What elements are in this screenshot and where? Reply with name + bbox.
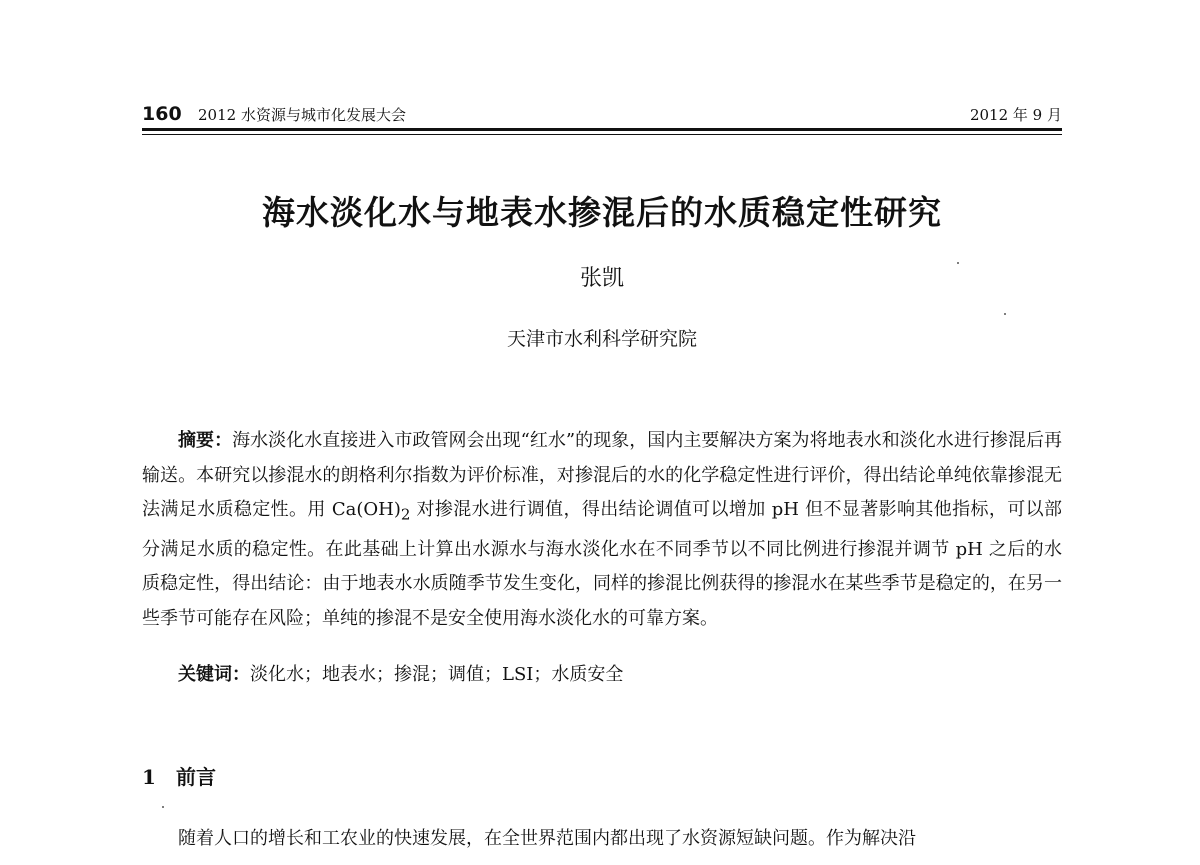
- page-number: 160: [142, 103, 182, 125]
- paper-title: 海水淡化水与地表水掺混后的水质稳定性研究: [262, 193, 942, 232]
- abstract-label: 摘要：: [178, 430, 233, 451]
- scan-speck: [957, 262, 959, 264]
- header-rule-thick: [142, 128, 1062, 131]
- author-name: 张凯: [579, 266, 624, 291]
- abstract-text-part1: 海水淡化水直接进入市政管网会出现“红水”的现象，国内主要解决方案为将地表水和淡化水进行掺混后再输送。本研究以掺混水的朗格利尔指数为评价标准，对掺混后的水的化学稳定性进行评价，得出结论单纯依靠掺混无法满足水质稳定性。用: [142, 430, 1063, 521]
- abstract: [142, 424, 1062, 637]
- keywords-text: 淡化水；地表水；掺混；调值；LSI；水质安全: [250, 664, 624, 685]
- section-title: 前言: [176, 765, 216, 789]
- section-heading-introduction: [142, 760, 542, 794]
- scan-speck: [162, 806, 164, 808]
- issue-date: 2012 年 9 月: [969, 106, 1062, 124]
- running-header: [142, 100, 1062, 128]
- header-rule-thin: [142, 134, 1062, 135]
- keywords: [178, 658, 1062, 692]
- section-number: 1: [142, 765, 156, 789]
- conference-name: 2012 水资源与城市化发展大会: [198, 106, 406, 124]
- abstract-text-part2: 对掺混水进行调值，得出结论调值可以增加 pH 但不显著影响其他指标，可以部分满足水质的稳定性。在此基础上计算出水源水与海水淡化水在不同季节以不同比例进行掺混并调节 pH 之后的水质稳定性，得出结论：由于地表水水质随季节发生变化，同样的掺混比例获得的掺混水在某些季节是稳定的，在另一些季节可能存在风险；单纯的掺混不是安全使用海水淡化水的可靠方案。: [142, 499, 1062, 630]
- keywords-label: 关键词：: [178, 664, 250, 685]
- chemical-formula: [331, 499, 411, 524]
- author-affiliation: 天津市水利科学研究院: [506, 328, 697, 350]
- formula-subscript: 2: [400, 506, 411, 524]
- formula-base: Ca(OH): [331, 499, 401, 521]
- scan-speck: [1004, 313, 1006, 315]
- introduction-first-line: 随着人口的增长和工农业的快速发展，在全世界范围内都出现了水资源短缺问题。作为解决沿: [178, 828, 916, 849]
